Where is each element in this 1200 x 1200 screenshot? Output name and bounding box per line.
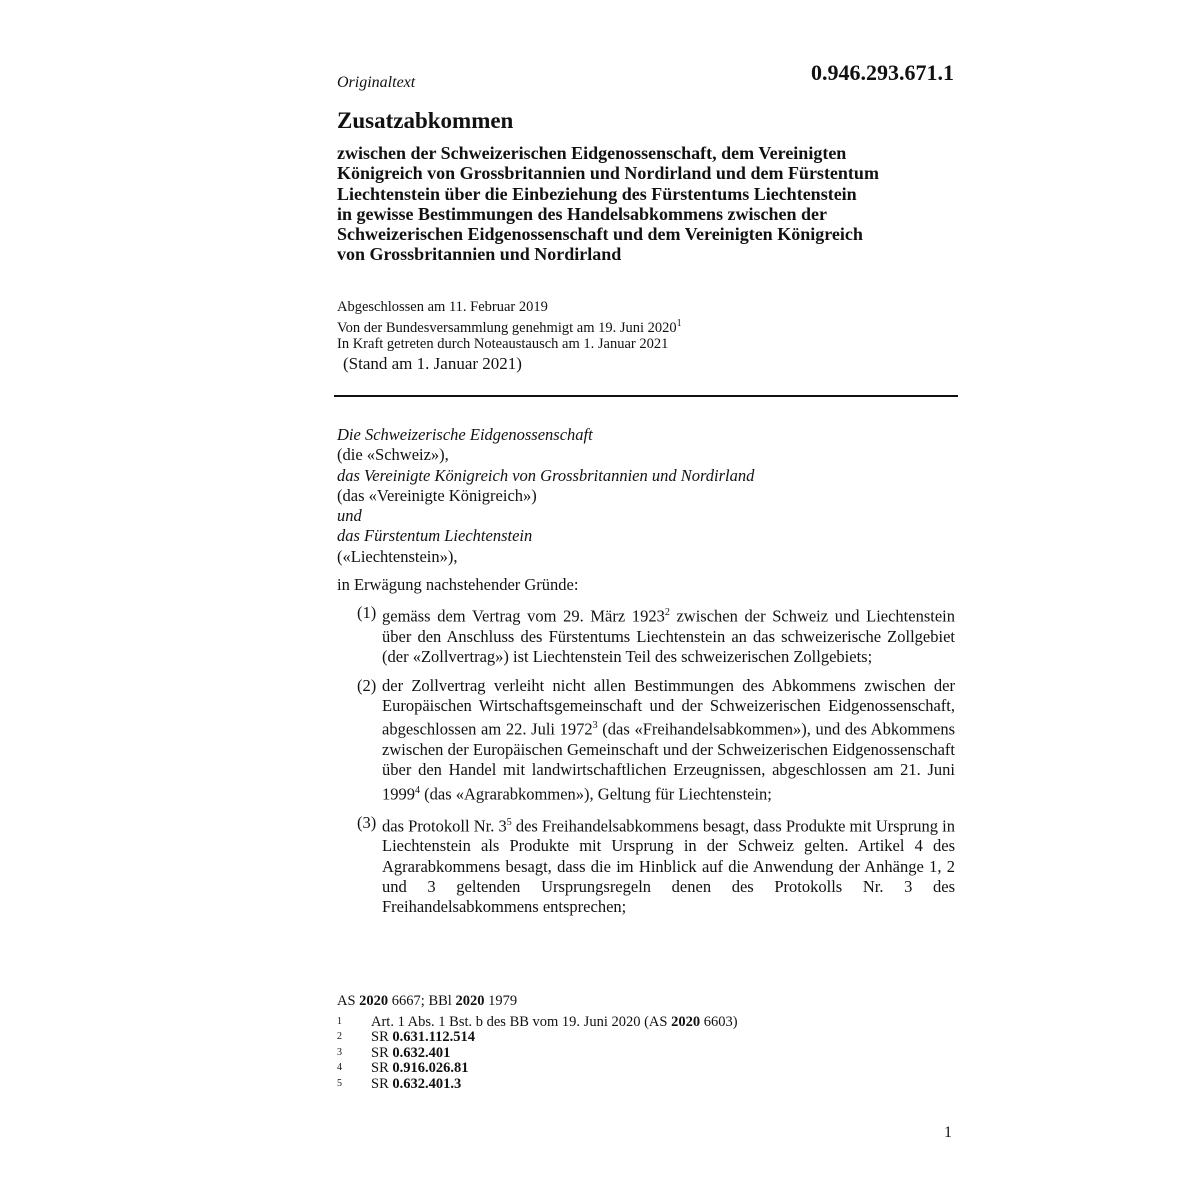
- footnote-ref[interactable]: 2: [664, 607, 670, 619]
- fn-text: Art. 1 Abs. 1 Bst. b des BB vom 19. Juni 2020 (AS: [371, 1013, 672, 1030]
- footnote-ref[interactable]: 4: [415, 784, 420, 796]
- recital-number: (3): [357, 812, 377, 832]
- approved-date: [337, 316, 682, 336]
- recital-item: [337, 676, 955, 805]
- subtitle-line: von Grossbritannien und Nordirland: [337, 244, 622, 265]
- ref-bold: 2020: [455, 993, 485, 1009]
- recital-segment: gemäss dem Vertrag vom 29. März 1923: [382, 606, 665, 626]
- footnote-number: 4: [337, 1062, 342, 1073]
- subtitle-line: zwischen der Schweizerischen Eidgenossenschaft, dem Vereinigten: [337, 143, 847, 163]
- party-alias: (die «Schweiz»),: [337, 445, 449, 465]
- recitals-list: [337, 603, 955, 917]
- footnote-item: [337, 1077, 955, 1093]
- fn-bold[interactable]: 0.631.112.514: [392, 1029, 475, 1045]
- footnote-ref[interactable]: 5: [506, 816, 512, 828]
- ref-text: 6667; BBl: [388, 993, 456, 1009]
- recital-text: [382, 676, 955, 805]
- footnote-item: [337, 1030, 955, 1046]
- party-alias: (das «Vereinigte Königreich»): [337, 485, 537, 505]
- recital-intro: in Erwägung nachstehender Gründe:: [337, 575, 579, 595]
- ref-text: AS: [337, 993, 360, 1009]
- footnote-text: [371, 1046, 955, 1062]
- footnote-text: [371, 1015, 955, 1031]
- footnote-number: 2: [337, 1031, 342, 1042]
- footnote-text: [371, 1077, 955, 1093]
- party-name: Die Schweizerische Eidgenossenschaft: [337, 425, 593, 444]
- footnote-item: [337, 1061, 955, 1077]
- footnote-text: [371, 1061, 955, 1077]
- preamble: [337, 425, 955, 918]
- fn-bold[interactable]: 0.632.401.3: [392, 1075, 462, 1092]
- subtitle-line: Schweizerischen Eidgenossenschaft und dem Vereinigten Königreich: [337, 224, 863, 245]
- ref-text: 1979: [484, 993, 518, 1009]
- recital-text: [382, 603, 955, 667]
- sr-number: 0.946.293.671.1: [811, 60, 954, 85]
- fn-text: 6603): [700, 1013, 738, 1030]
- recital-segment: das Protokoll Nr. 3: [382, 816, 507, 836]
- party-name: das Fürstentum Liechtenstein: [337, 526, 533, 546]
- recital-segment: der Zollvertrag verleiht nicht allen Bestimmungen des Abkommens zwischen der Europäischen Wirtschaftsgemeinschaft und der Schweizerischen Eidgenossenschaft, abgeschlossen am 22. Juli 1972: [382, 675, 955, 739]
- recital-segment: zwischen der Schweiz und Liechtenstein über den Anschluss des Fürstentums Liechtenstein an das schweizerische Zollgebiet (der «Zollvertrag») ist Liechtenstein Teil des schweizerischen Zollgebiets;: [382, 606, 955, 667]
- footnote-item: [337, 1046, 955, 1062]
- recital-segment: (das «Freihandelsabkommen»), und des Abkommens zwischen der Europäischen Gemeinschaft und der Schweizerischen Eidgenossenschaft über den Handel mit landwirtschaftlichen Erzeugnissen, abgeschlossen am 21. Juni 1999: [382, 719, 955, 804]
- document-meta: [337, 299, 682, 352]
- fn-bold[interactable]: 2020: [671, 1013, 701, 1030]
- subtitle-line: Königreich von Grossbritannien und Nordirland und dem Fürstentum: [337, 163, 879, 184]
- original-text-label: Originaltext: [337, 74, 416, 91]
- footnote-ref[interactable]: 3: [592, 720, 598, 732]
- official-references: [337, 994, 955, 1010]
- recital-text: [382, 813, 955, 918]
- footnote-item: [337, 1015, 955, 1031]
- document-title: Zusatzabkommen: [337, 108, 514, 133]
- subtitle-line: in gewisse Bestimmungen des Handelsabkommens zwischen der: [337, 203, 828, 224]
- fn-bold[interactable]: 0.632.401: [392, 1044, 451, 1061]
- subtitle-line: Liechtenstein über die Einbeziehung des Fürstentums Liechtenstein: [337, 183, 857, 204]
- concluded-date: Abgeschlossen am 11. Februar 2019: [337, 299, 548, 315]
- footnote-number: 5: [337, 1077, 342, 1089]
- party-alias: («Liechtenstein»),: [337, 546, 458, 566]
- footnotes-section: [337, 994, 955, 1092]
- fn-bold[interactable]: 0.916.026.81: [392, 1060, 469, 1076]
- document-subtitle: [337, 143, 957, 265]
- recital-item: [337, 603, 955, 667]
- approved-text: Von der Bundesversammlung genehmigt am 19. Juni 2020: [337, 319, 677, 336]
- fn-text: SR: [371, 1044, 393, 1061]
- page-number: 1: [944, 1124, 952, 1141]
- footnote-text: [371, 1030, 955, 1046]
- recital-item: [337, 813, 955, 918]
- footnote-number: 1: [337, 1015, 342, 1027]
- party-name: das Vereinigte Königreich von Grossbritannien und Nordirland: [337, 465, 755, 485]
- party-conjunction: und: [337, 506, 362, 526]
- recital-number: (1): [357, 603, 377, 623]
- stand-date: (Stand am 1. Januar 2021): [343, 354, 522, 373]
- fn-text: SR: [371, 1060, 393, 1076]
- footnote-ref[interactable]: 1: [676, 317, 682, 329]
- recital-segment: (das «Agrarabkommen»), Geltung für Liechtenstein;: [420, 784, 772, 804]
- fn-text: SR: [371, 1075, 393, 1092]
- header-divider: [334, 395, 958, 397]
- in-force-date: In Kraft getreten durch Noteaustausch am 1. Januar 2021: [337, 335, 669, 352]
- recital-number: (2): [357, 675, 377, 695]
- fn-text: SR: [371, 1029, 393, 1045]
- ref-bold: 2020: [359, 993, 389, 1009]
- footnote-number: 3: [337, 1046, 342, 1058]
- parties-list: [337, 425, 955, 567]
- recital-segment: des Freihandelsabkommens besagt, dass Produkte mit Ursprung in Liechtenstein als Produkte mit Ursprung in der Schweiz gelten. Artikel 4 des Agrarabkommens besagt, dass die im Hinblick auf die Anwendung der Anhänge 1, 2 und 3 geltenden Ursprungsregeln denen des Protokolls Nr. 3 des Freihandelsabkommens entsprechen;: [382, 816, 955, 917]
